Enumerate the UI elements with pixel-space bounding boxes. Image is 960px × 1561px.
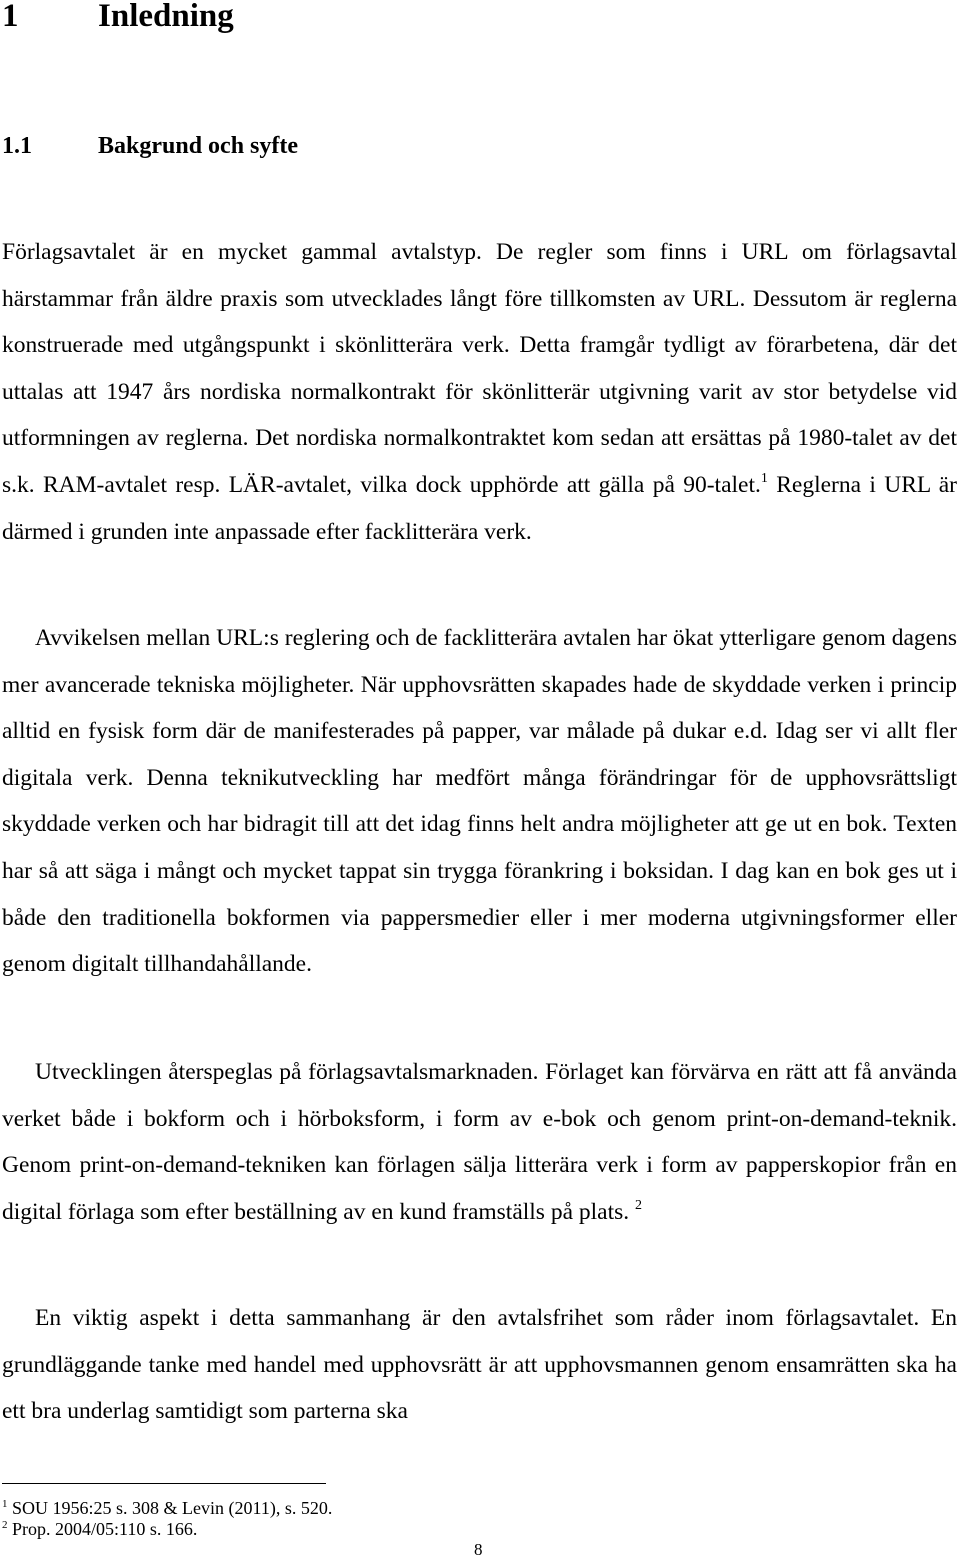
paragraph-3: [2, 1049, 957, 1235]
paragraph-4: [2, 1295, 957, 1435]
section-heading: [2, 128, 298, 164]
footnote-separator: [2, 1483, 326, 1484]
chapter-number: 1: [2, 0, 19, 34]
paragraph-1-text-b: Reglerna i URL är därmed i grunden inte anpassade efter facklitterära verk.: [2, 471, 957, 545]
paragraph-3-text: Utvecklingen återspeglas på förlagsavtalsmarknaden. Förlaget kan förvärva en rätt att få använda verket både i bokform och i hörboksform, i form av e-bok och genom print-on-demand-teknik. Genom print-on-demand-tekniken kan förlagen sälja litterära verk i form av papperskopior från en digital förlaga som efter beställning av en kund framställs på plats.: [2, 1059, 957, 1225]
chapter-heading: [2, 0, 234, 40]
footnote-2: [2, 1518, 197, 1540]
paragraph-4-text: En viktig aspekt i detta sammanhang är den avtalsfrihet som råder inom förlagsavtalet. En grundläggande tanke med handel med upphovsrätt är att upphovsmannen genom ensamrätten ska ha ett bra underlag samtidigt som parterna ska: [2, 1305, 957, 1425]
paragraph-1-text-a: Förlagsavtalet är en mycket gammal avtalstyp. De regler som finns i URL om förlagsavtal härstammar från äldre praxis som utvecklades långt före tillkomsten av URL. Dessutom är reglerna konstruerade med utgångspunkt i skönlitterära verk. Detta framgår tydligt av förarbetena, där det uttalas att 1947 års nordiska normalkontrakt för skönlitterär utgivning varit av stor betydelse vid utformningen av reglerna. Det nordiska normalkontraktet kom sedan att ersättas på 1980-talet av det s.k. RAM-avtalet resp. LÄR-avtalet, vilka dock upphörde att gälla på 90-talet.: [2, 239, 957, 498]
paragraph-2-text: Avvikelsen mellan URL:s reglering och de facklitterära avtalen har ökat ytterligare genom dagens mer avancerade tekniska möjligheter. När upphovsrätten skapades hade de skyddade verken i princip alltid en fysisk form där de manifesterades på papper, var målade på dukar e.d. Idag ser vi allt fler digitala verk. Denna teknikutveckling har medfört många förändringar för de upphovsrättsligt skyddade verken och har bidragit till att det idag finns helt andra möjligheter att ge ut en bok. Texten har så att säga i mångt och mycket tappat sin trygga förankring i boksidan. I dag kan en bok ges ut i både den traditionella bokformen via pappersmedier eller i mer moderna utgivningsformer eller genom digitalt tillhandahållande.: [2, 625, 957, 978]
footnote-1-text: SOU 1956:25 s. 308 & Levin (2011), s. 520.: [7, 1498, 333, 1518]
paragraph-1: [2, 229, 957, 555]
chapter-title: Inledning: [98, 0, 234, 34]
paragraph-2: [2, 615, 957, 988]
section-number: 1.1: [2, 133, 32, 159]
footnote-reference-1[interactable]: 1: [760, 470, 768, 486]
footnote-1: [2, 1497, 332, 1519]
footnote-2-text: Prop. 2004/05:110 s. 166.: [7, 1519, 198, 1539]
page-number: 8: [474, 1540, 483, 1559]
footnote-reference-2[interactable]: 2: [635, 1197, 643, 1213]
footnote-2-mark: 2: [2, 1519, 8, 1531]
section-title: Bakgrund och syfte: [98, 133, 299, 159]
footnote-1-mark: 1: [2, 1498, 8, 1510]
